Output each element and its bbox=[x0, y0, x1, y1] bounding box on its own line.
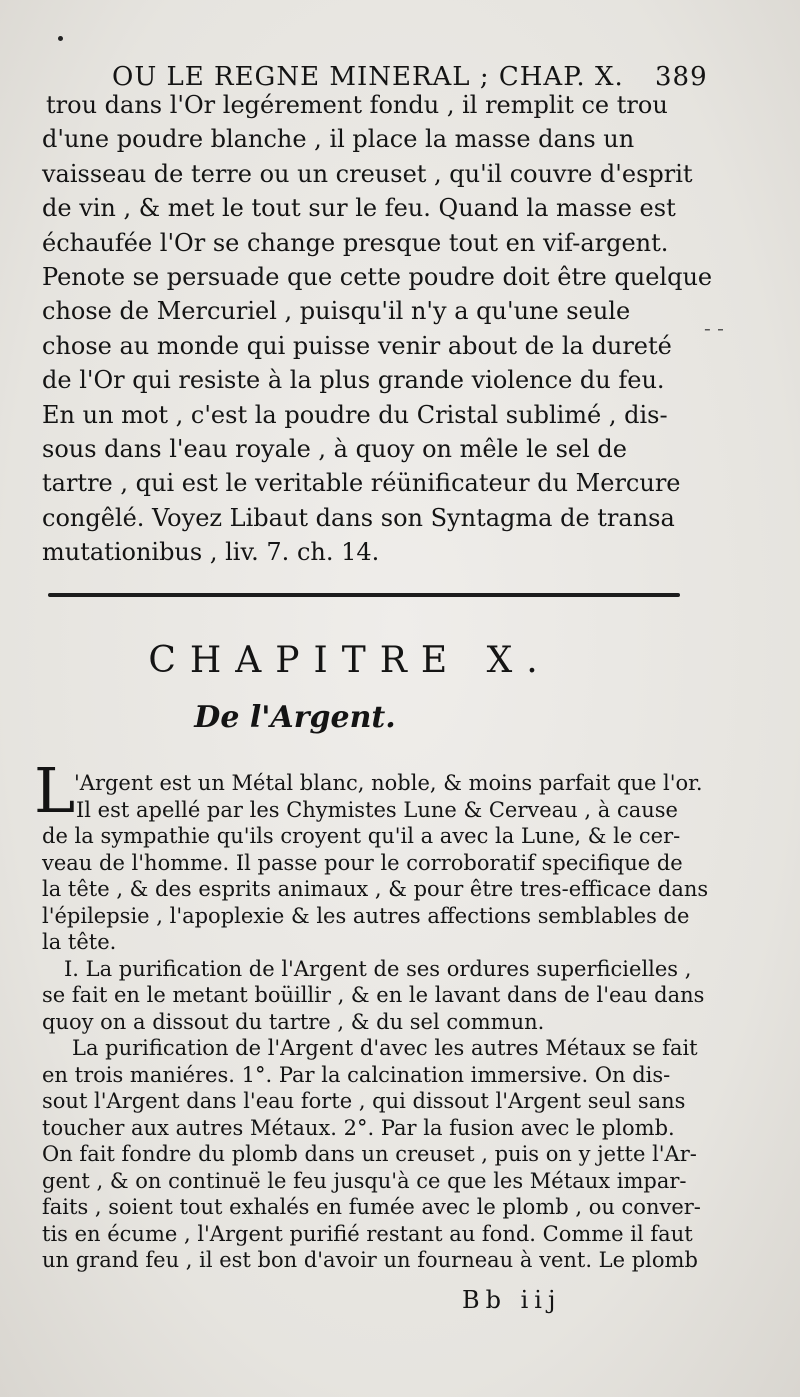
text-line: chose de Mercuriel , puisqu'il n'y a qu'une seule bbox=[42, 297, 631, 326]
text-line: vaisseau de terre ou un creuset , qu'il couvre d'esprit bbox=[42, 159, 693, 188]
text-line: chose au monde qui puisse venir about de la dureté bbox=[42, 331, 672, 360]
text-line: trou dans l'Or legérement fondu , il remplit ce trou bbox=[46, 91, 668, 119]
drop-cap: L bbox=[34, 754, 76, 827]
text-line: tis en écume , l'Argent purifié restant au fond. Comme il faut bbox=[42, 1221, 693, 1246]
text-line: veau de l'homme. Il passe pour le corroboratif specifique de bbox=[42, 850, 683, 875]
text-line: Il est apellé par les Chymistes Lune & Cerveau , à cause bbox=[76, 797, 678, 822]
chapter-title: CHAPITRE X. bbox=[148, 640, 552, 681]
text-line: de vin , & met le tout sur le feu. Quand la masse est bbox=[42, 194, 676, 223]
text-line: échaufée l'Or se change presque tout en vif-argent. bbox=[42, 228, 669, 257]
text-line: mutationibus , liv. 7. ch. 14. bbox=[42, 538, 380, 567]
text-line: un grand feu , il est bon d'avoir un fourneau à vent. Le plomb bbox=[42, 1248, 698, 1272]
margin-mark: - - bbox=[704, 316, 724, 340]
chapter-divider-rule bbox=[48, 593, 680, 597]
text-line: sous dans l'eau royale , à quoy on mêle le sel de bbox=[42, 435, 627, 463]
text-line: Penote se persuade que cette poudre doit être quelque bbox=[42, 263, 713, 291]
text-line: toucher aux autres Métaux. 2°. Par la fusion avec le plomb. bbox=[42, 1115, 675, 1140]
text-line: 'Argent est un Métal blanc, noble, & moins parfait que l'or. bbox=[74, 771, 703, 795]
text-line: de l'Or qui resiste à la plus grande violence du feu. bbox=[42, 366, 665, 395]
text-line: la tête , & des esprits animaux , & pour être tres-efficace dans bbox=[42, 877, 709, 901]
signature-mark: Bb iij bbox=[462, 1286, 562, 1314]
text-line: de la sympathie qu'ils croyent qu'il a avec la Lune, & le cer- bbox=[42, 824, 681, 848]
text-line: l'épilepsie , l'apoplexie & les autres affections semblables de bbox=[42, 903, 690, 928]
running-header bbox=[112, 62, 708, 92]
chapter-subtitle: De l'Argent. bbox=[194, 700, 396, 735]
ink-speck bbox=[58, 36, 63, 41]
text-line: d'une poudre blanche , il place la masse dans un bbox=[42, 125, 635, 154]
text-line: faits , soient tout exhalés en fumée avec le plomb , ou conver- bbox=[42, 1195, 701, 1219]
text-line: tartre , qui est le veritable réünificateur du Mercure bbox=[42, 469, 681, 498]
text-line: I. La purification de l'Argent de ses ordures superficielles , bbox=[64, 956, 692, 981]
text-line: On fait fondre du plomb dans un creuset , puis on y jette l'Ar- bbox=[42, 1142, 697, 1166]
text-line: quoy on a dissout du tartre , & du sel commun. bbox=[42, 1009, 545, 1034]
text-line: La purification de l'Argent d'avec les autres Métaux se fait bbox=[72, 1036, 698, 1060]
text-line: sout l'Argent dans l'eau forte , qui dissout l'Argent seul sans bbox=[42, 1089, 686, 1113]
text-line: en trois maniéres. 1°. Par la calcination immersive. On dis- bbox=[42, 1062, 671, 1087]
text-line: la tête. bbox=[42, 930, 117, 954]
text-line: En un mot , c'est la poudre du Cristal sublimé , dis- bbox=[42, 400, 668, 429]
text-line: gent , & on continuë le feu jusqu'à ce que les Métaux impar- bbox=[42, 1168, 687, 1193]
running-title: OU LE REGNE MINERAL ; CHAP. X. bbox=[112, 62, 624, 92]
text-line: se fait en le metant boüillir , & en le lavant dans de l'eau dans bbox=[42, 983, 705, 1007]
page-number: 389 bbox=[655, 62, 708, 92]
text-line: congêlé. Voyez Libaut dans son Syntagma de transa bbox=[42, 503, 675, 532]
